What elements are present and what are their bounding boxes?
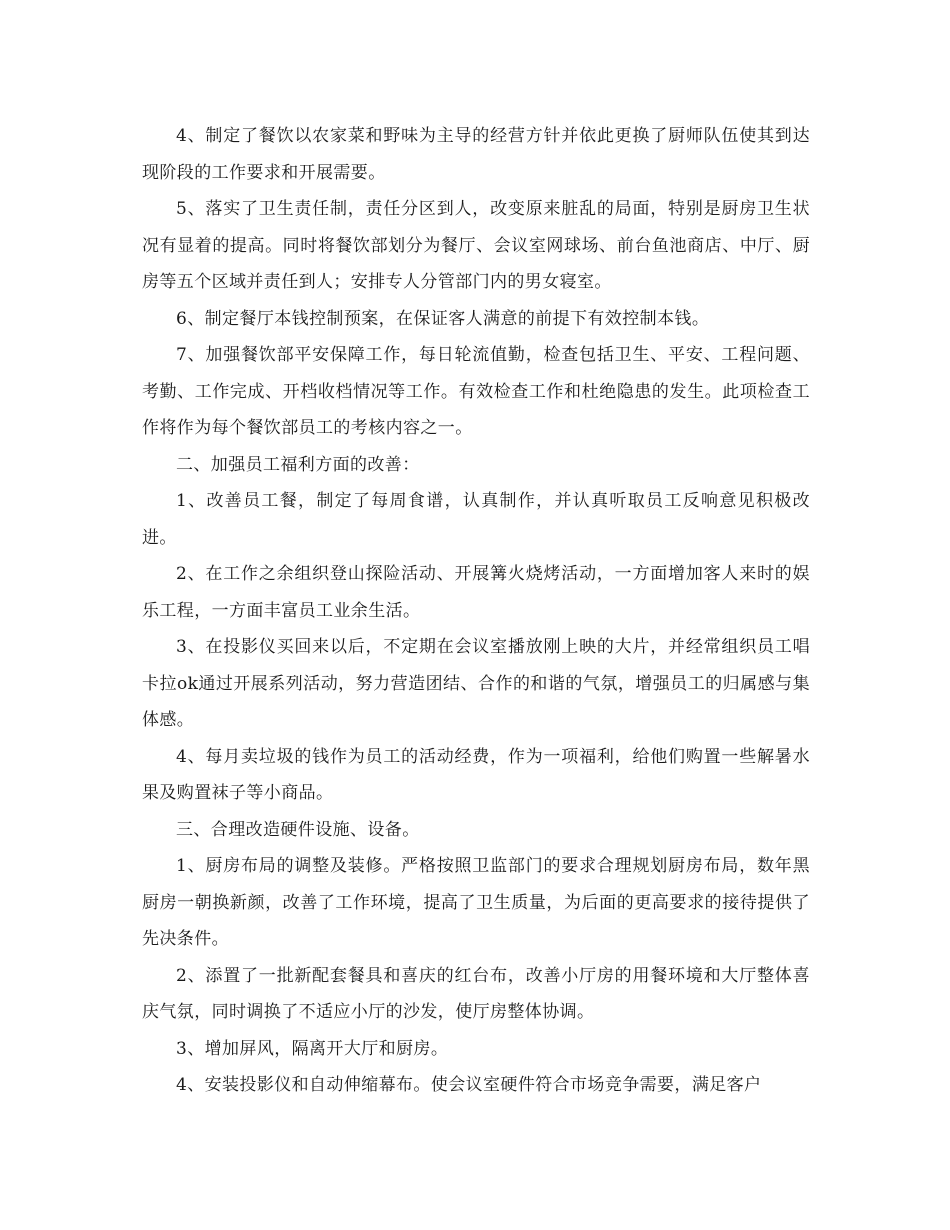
paragraph-item-1-kitchen-layout: 1、厨房布局的调整及装修。严格按照卫监部门的要求合理规划厨房布局，数年黑厨房一朝换新颜，改善了工作环境，提高了卫生质量，为后面的更高要求的接待提供了先决条件。 — [142, 856, 810, 949]
section-heading-employee-welfare: 二、加强员工福利方面的改善： — [176, 454, 420, 475]
paragraph-item-3-screen: 3、增加屏风，隔离开大厅和厨房。 — [176, 1038, 449, 1059]
paragraph-item-2-activities: 2、在工作之余组织登山探险活动、开展篝火烧烤活动，一方面增加客人来时的娱乐工程，一方面丰富员工业余生活。 — [142, 564, 810, 621]
paragraph-item-7-safety: 7、加强餐饮部平安保障工作，每日轮流值勤，检查包括卫生、平安、工程问题、考勤、工作完成、开档收档情况等工作。有效检查工作和杜绝隐患的发生。此项检查工作将作为每个餐饮部员工的考核内容之一。 — [142, 345, 810, 438]
paragraph-item-4-cuisine-policy: 4、制定了餐饮以农家菜和野味为主导的经营方针并依此更换了厨师队伍使其到达现阶段的工作要求和开展需要。 — [142, 126, 810, 183]
paragraph-item-6-cost-control: 6、制定餐厅本钱控制预案，在保证客人满意的前提下有效控制本钱。 — [176, 308, 710, 329]
paragraph-item-4-projector-install: 4、安装投影仪和自动伸缩幕布。使会议室硬件符合市场竞争需要，满足客户 — [176, 1075, 762, 1095]
paragraph-item-1-staff-meals: 1、改善员工餐，制定了每周食谱，认真制作，并认真听取员工反响意见积极改进。 — [142, 491, 810, 548]
section-heading-hardware: 三、合理改造硬件设施、设备。 — [176, 819, 420, 840]
paragraph-item-4-welfare-fund: 4、每月卖垃圾的钱作为员工的活动经费，作为一项福利，给他们购置一些解暑水果及购置袜子等小商品。 — [142, 746, 810, 803]
paragraph-item-3-projector-karaoke: 3、在投影仪买回来以后，不定期在会议室播放刚上映的大片，并经常组织员工唱卡拉ok通过开展系列活动，努力营造团结、合作的和谐的气氛，增强员工的归属感与集体感。 — [142, 637, 810, 730]
document-body — [142, 118, 810, 1104]
paragraph-item-5-hygiene: 5、落实了卫生责任制，责任分区到人，改变原来脏乱的局面，特别是厨房卫生状况有显着的提高。同时将餐饮部划分为餐厅、会议室网球场、前台鱼池商店、中厅、厨房等五个区域并责任到人；安排专人分管部门内的男女寝室。 — [142, 199, 810, 292]
paragraph-item-2-tableware: 2、添置了一批新配套餐具和喜庆的红台布，改善小厅房的用餐环境和大厅整体喜庆气氛，同时调换了不适应小厅的沙发，使厅房整体协调。 — [142, 965, 810, 1022]
